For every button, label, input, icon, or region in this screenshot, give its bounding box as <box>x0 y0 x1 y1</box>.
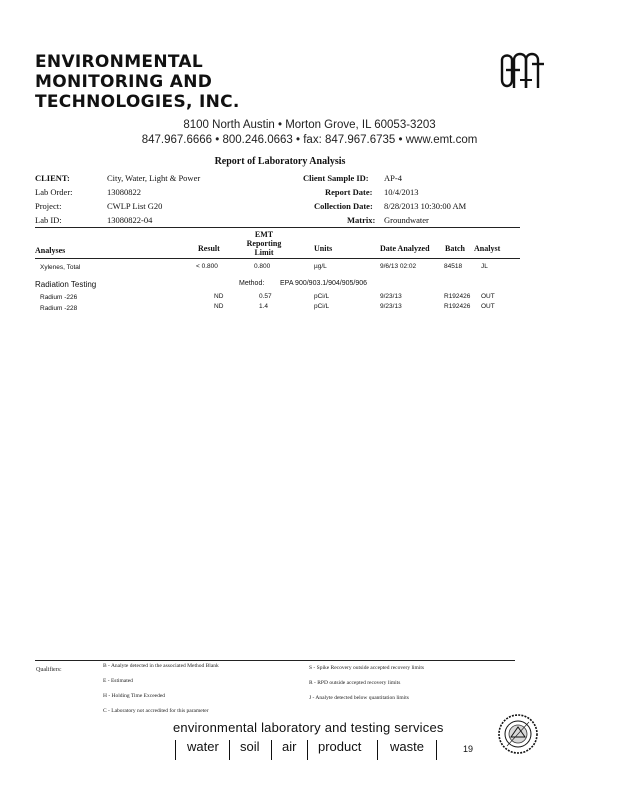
service-divider <box>436 740 437 760</box>
method-value: EPA 900/903.1/904/905/906 <box>280 280 368 287</box>
qualifier-e: E - Estimated <box>103 678 133 684</box>
company-name-line3: TECHNOLOGIES, INC. <box>35 92 240 112</box>
client-label: CLIENT: <box>35 173 70 183</box>
footer-tagline: environmental laboratory and testing services <box>173 720 444 735</box>
company-address: 8100 North Austin • Morton Grove, IL 60053-3203 <box>183 119 436 131</box>
lab-id-label: Lab ID: <box>35 215 62 225</box>
client-value: City, Water, Light & Power <box>107 173 201 183</box>
matrix-value: Groundwater <box>384 215 429 225</box>
col-reporting-limit <box>237 230 291 257</box>
col-result: Result <box>198 244 220 253</box>
report-date-label: Report Date: <box>325 187 373 197</box>
matrix-label: Matrix: <box>347 215 376 225</box>
col-date-analyzed: Date Analyzed <box>380 244 430 253</box>
qualifier-j: J - Analyte detected below quantitation limits <box>309 695 409 701</box>
lab-order-value: 13080822 <box>107 187 141 197</box>
row-units: µg/L <box>314 263 327 270</box>
company-name-line2: MONITORING AND <box>35 72 213 92</box>
row-analyte: Radium -228 <box>40 305 78 312</box>
col-units: Units <box>314 244 333 253</box>
row-date: 9/23/13 <box>380 293 402 300</box>
qualifier-b: B - Analyte detected in the associated Method Blank <box>103 663 219 669</box>
company-name-line1: ENVIRONMENTAL <box>35 52 204 72</box>
method-label: Method: <box>239 280 265 287</box>
report-date-value: 10/4/2013 <box>384 187 419 197</box>
row-analyst: OUT <box>481 293 495 300</box>
header-divider <box>35 227 520 228</box>
row-analyte: Radium -226 <box>40 294 78 301</box>
row-batch: R192426 <box>444 303 471 310</box>
section-radiation-testing: Radiation Testing <box>35 280 97 289</box>
row-analyst: OUT <box>481 303 495 310</box>
service-divider <box>307 740 308 760</box>
service-divider <box>229 740 230 760</box>
service-divider <box>377 740 378 760</box>
row-batch: 84518 <box>444 263 463 270</box>
row-date: 9/6/13 02:02 <box>380 263 417 270</box>
service-divider <box>175 740 176 760</box>
row-limit: 0.57 <box>259 293 272 300</box>
row-result: ND <box>214 303 224 310</box>
table-header-divider <box>35 258 520 259</box>
emt-logo-icon <box>498 50 548 101</box>
qualifier-r: R - RPD outside accepted recovery limits <box>309 680 401 686</box>
page-number: 19 <box>463 744 474 754</box>
accreditation-seal-icon <box>497 713 539 760</box>
collection-date-value: 8/28/2013 10:30:00 AM <box>384 201 467 211</box>
row-limit: 0.800 <box>254 263 271 270</box>
row-analyte: Xylenes, Total <box>40 264 81 271</box>
col-analyst: Analyst <box>474 244 501 253</box>
service-waste: waste <box>390 739 424 754</box>
collection-date-label: Collection Date: <box>314 201 373 211</box>
service-product: product <box>318 739 362 754</box>
qualifier-c: C - Laboratory not accredited for this parameter <box>103 708 209 714</box>
row-result: < 0.800 <box>196 263 218 270</box>
report-title: Report of Laboratory Analysis <box>214 156 346 167</box>
company-name <box>35 52 240 112</box>
col-emt-line3: Limit <box>254 248 274 257</box>
row-analyst: JL <box>481 263 488 270</box>
service-soil: soil <box>240 739 260 754</box>
qualifiers-divider <box>35 660 515 661</box>
project-label: Project: <box>35 201 62 211</box>
row-date: 9/23/13 <box>380 303 402 310</box>
service-air: air <box>282 739 297 754</box>
col-analyses: Analyses <box>35 246 66 255</box>
lab-order-label: Lab Order: <box>35 187 73 197</box>
qualifier-h: H - Holding Time Exceeded <box>103 693 166 699</box>
client-sample-label: Client Sample ID: <box>303 173 369 183</box>
qualifiers-label: Qualifiers: <box>36 667 62 673</box>
service-divider <box>271 740 272 760</box>
row-units: pCi/L <box>314 293 330 300</box>
project-value: CWLP List G20 <box>107 201 163 211</box>
service-water: water <box>187 739 219 754</box>
row-batch: R192426 <box>444 293 471 300</box>
row-limit: 1.4 <box>259 303 269 310</box>
row-units: pCi/L <box>314 303 330 310</box>
lab-id-value: 13080822-04 <box>107 215 153 225</box>
company-phones: 847.967.6666 • 800.246.0663 • fax: 847.967.6735 • www.emt.com <box>141 134 478 146</box>
client-sample-value: AP-4 <box>384 173 402 183</box>
qualifier-s: S - Spike Recovery outside accepted recovery limits <box>309 665 425 671</box>
col-emt-line1: EMT <box>254 230 274 239</box>
row-result: ND <box>214 293 224 300</box>
col-batch: Batch <box>445 244 465 253</box>
col-emt-line2: Reporting <box>246 239 282 248</box>
